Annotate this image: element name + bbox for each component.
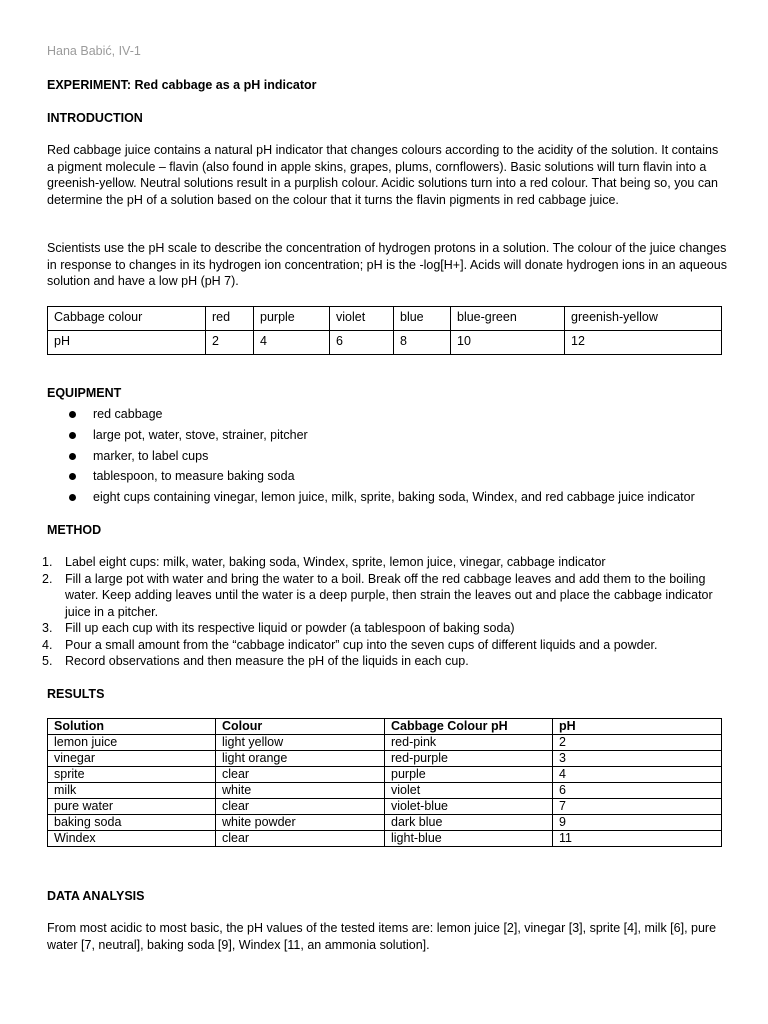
step-text: Record observations and then measure the pH of the liquids in each cup.	[65, 654, 469, 668]
table-cell: red-pink	[385, 735, 553, 751]
indicator-cell: red	[206, 307, 254, 331]
equipment-item-text: marker, to label cups	[93, 448, 209, 463]
table-cell: light yellow	[216, 735, 385, 751]
table-cell: 9	[553, 815, 722, 831]
bullet-icon	[69, 453, 76, 460]
table-row	[48, 831, 722, 847]
list-item	[42, 620, 727, 637]
list-item	[47, 466, 695, 487]
indicator-cell: 2	[206, 331, 254, 355]
indicator-row-ph	[48, 331, 722, 355]
data-analysis-paragraph: From most acidic to most basic, the pH values of the tested items are: lemon juice [2], vinegar [3], sprite [4], milk [6], pure water [7, neutral], baking soda [9], Windex [11, an ammonia solution].	[47, 921, 717, 952]
table-cell: lemon juice	[48, 735, 216, 751]
table-cell: 3	[553, 751, 722, 767]
table-cell: pure water	[48, 799, 216, 815]
indicator-cell: blue-green	[451, 307, 565, 331]
step-number: 4.	[42, 637, 53, 652]
table-row	[48, 815, 722, 831]
author-line: Hana Babić, IV-1	[47, 44, 141, 58]
table-cell: violet	[385, 783, 553, 799]
indicator-cell: violet	[330, 307, 394, 331]
introduction-paragraph-2: Scientists use the pH scale to describe the concentration of hydrogen protons in a solution. The colour of the juice changes in response to changes in its hydrogen ion concentration; pH is the -log[H+]. Acids will donate hydrogen ions in an aqueous solution and have a low pH (pH 7).	[47, 241, 727, 288]
table-cell: clear	[216, 799, 385, 815]
table-cell: dark blue	[385, 815, 553, 831]
table-row	[48, 767, 722, 783]
results-table	[47, 718, 722, 847]
indicator-cell: 10	[451, 331, 565, 355]
table-cell: 7	[553, 799, 722, 815]
table-cell: purple	[385, 767, 553, 783]
indicator-cell: pH	[48, 331, 206, 355]
equipment-item-text: eight cups containing vinegar, lemon juice, milk, sprite, baking soda, Windex, and red cabbage juice indicator	[93, 490, 695, 505]
column-header: Colour	[216, 719, 385, 735]
bullet-icon	[69, 432, 76, 439]
table-cell: clear	[216, 767, 385, 783]
bullet-icon	[69, 473, 76, 480]
method-heading: METHOD	[47, 523, 102, 537]
column-header: Solution	[48, 719, 216, 735]
table-cell: vinegar	[48, 751, 216, 767]
table-cell: baking soda	[48, 815, 216, 831]
table-cell: white	[216, 783, 385, 799]
indicator-cell: Cabbage colour	[48, 307, 206, 331]
equipment-list	[47, 404, 695, 508]
introduction-heading: INTRODUCTION	[47, 111, 143, 125]
equipment-heading: EQUIPMENT	[47, 386, 122, 400]
equipment-item-text: red cabbage	[93, 407, 163, 421]
table-cell: sprite	[48, 767, 216, 783]
step-number: 1.	[42, 555, 53, 569]
indicator-cell: 8	[394, 331, 451, 355]
table-row	[48, 783, 722, 799]
indicator-cell: greenish-yellow	[565, 307, 722, 331]
step-text: Fill up each cup with its respective liquid or powder (a tablespoon of baking soda)	[65, 621, 515, 635]
column-header: pH	[553, 719, 722, 735]
bullet-icon	[69, 494, 76, 501]
list-item	[42, 571, 727, 621]
equipment-item-text: tablespoon, to measure baking soda	[93, 469, 295, 484]
step-text: Fill a large pot with water and bring the water to a boil. Break off the red cabbage leaves and add them to the boiling water. Keep adding leaves until the water is a deep purple, then strain the leaves out and place the cabbage indicator juice in a pitcher.	[65, 571, 713, 619]
list-item	[47, 446, 695, 467]
indicator-row-colour	[48, 307, 722, 331]
table-cell: 11	[553, 831, 722, 847]
table-cell: 2	[553, 735, 722, 751]
step-number: 5.	[42, 654, 53, 668]
introduction-paragraph-1: Red cabbage juice contains a natural pH indicator that changes colours according to the acidity of the solution. It contains a pigment molecule – flavin (also found in apple skins, grapes, plums, cornflowers). Basic solutions will turn flavin into a greenish-yellow. Neutral solutions result in a purplish colour. Acidic solutions turn into a red colour. That being so, you can determine the pH of a solution based on the colour that it turns the flavin pigments in red cabbage juice.	[47, 143, 719, 207]
step-text: Label eight cups: milk, water, baking soda, Windex, sprite, lemon juice, vinegar, cabbage indicator	[65, 555, 606, 569]
indicator-cell: 12	[565, 331, 722, 355]
column-header: Cabbage Colour pH	[385, 719, 553, 735]
list-item	[47, 404, 695, 425]
table-cell: milk	[48, 783, 216, 799]
list-item	[47, 425, 695, 446]
method-list	[42, 554, 727, 670]
table-cell: 4	[553, 767, 722, 783]
step-number: 3.	[42, 621, 53, 635]
bullet-icon	[69, 411, 76, 418]
table-cell: white powder	[216, 815, 385, 831]
data-analysis-heading: DATA ANALYSIS	[47, 889, 145, 903]
indicator-cell: 6	[330, 331, 394, 355]
results-header-row	[48, 719, 722, 735]
step-number: 2.	[42, 571, 53, 586]
table-cell: light-blue	[385, 831, 553, 847]
step-text: Pour a small amount from the “cabbage indicator” cup into the seven cups of different liquids and a powder.	[65, 637, 658, 652]
experiment-title: EXPERIMENT: Red cabbage as a pH indicator	[47, 78, 317, 92]
table-cell: Windex	[48, 831, 216, 847]
table-row	[48, 751, 722, 767]
table-cell: 6	[553, 783, 722, 799]
equipment-item-text: large pot, water, stove, strainer, pitcher	[93, 427, 308, 442]
list-item	[42, 653, 727, 670]
results-heading: RESULTS	[47, 687, 105, 701]
table-cell: clear	[216, 831, 385, 847]
list-item	[42, 637, 727, 654]
table-cell: violet-blue	[385, 799, 553, 815]
table-row	[48, 735, 722, 751]
indicator-cell: blue	[394, 307, 451, 331]
list-item	[47, 487, 695, 508]
table-cell: red-purple	[385, 751, 553, 767]
indicator-table	[47, 306, 722, 355]
list-item	[42, 554, 727, 571]
indicator-cell: 4	[254, 331, 330, 355]
indicator-cell: purple	[254, 307, 330, 331]
table-cell: light orange	[216, 751, 385, 767]
table-row	[48, 799, 722, 815]
